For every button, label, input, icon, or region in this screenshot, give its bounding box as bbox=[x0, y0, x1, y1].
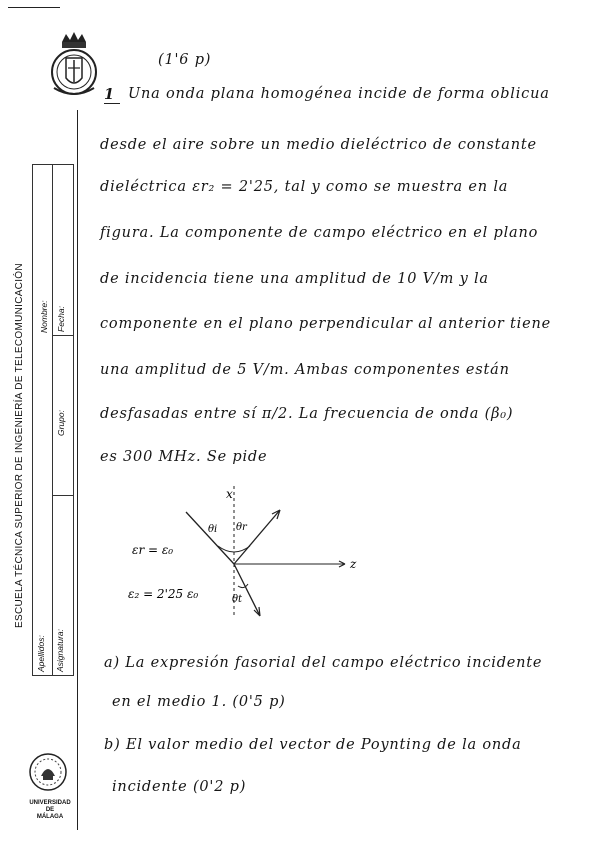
statement-line: Una onda plana homogénea incide de forma oblicua bbox=[128, 86, 550, 102]
school-name: ESCUELA TÉCNICA SUPERIOR DE INGENIERÍA DE TELECOMUNICACIÓN bbox=[14, 263, 25, 628]
statement-line: desfasadas entre sí π/2. La frecuencia de onda (β₀) bbox=[100, 406, 514, 422]
problem-number-underline bbox=[104, 103, 120, 104]
statement-line: es 300 MHz. Se pide bbox=[100, 449, 268, 465]
university-line: UNIVERSIDAD bbox=[29, 800, 71, 806]
statement-line: componente en el plano perpendicular al anterior tiene bbox=[100, 316, 551, 332]
medium-2-label: ε₂ = 2'25 ε₀ bbox=[128, 587, 199, 601]
student-info-form bbox=[32, 164, 74, 676]
question-a-line: en el medio 1. (0'5 p) bbox=[112, 694, 286, 710]
grupo-label: Grupo: bbox=[56, 410, 66, 436]
question-b-line: b) El valor medio del vector de Poynting de la onda bbox=[104, 737, 522, 753]
university-logo-icon bbox=[28, 752, 68, 792]
question-b-line: incidente (0'2 p) bbox=[112, 779, 247, 795]
axis-x-label: x bbox=[226, 487, 233, 501]
statement-line: figura. La componente de campo eléctrico en el plano bbox=[100, 225, 539, 241]
reflected-ray bbox=[234, 510, 280, 564]
university-line: DE bbox=[45, 807, 55, 813]
statement-line: desde el aire sobre un medio dieléctrico de constante bbox=[100, 137, 537, 153]
statement-line: de incidencia tiene una amplitud de 10 V/m y la bbox=[100, 271, 489, 287]
form-row-divider bbox=[52, 495, 73, 496]
margin-rule bbox=[77, 110, 78, 830]
top-rule bbox=[8, 7, 60, 8]
fecha-label: Fecha: bbox=[56, 306, 66, 332]
apellidos-label: Apellidos: bbox=[36, 635, 46, 672]
incidence-diagram bbox=[120, 484, 370, 624]
problem-points: (1'6 p) bbox=[158, 52, 212, 68]
university-name bbox=[24, 800, 76, 821]
school-crest-icon bbox=[44, 28, 104, 103]
medium-1-label: εr = ε₀ bbox=[132, 543, 174, 557]
form-row-divider bbox=[52, 335, 73, 336]
university-line: MÁLAGA bbox=[36, 814, 64, 820]
angle-arc bbox=[238, 584, 248, 588]
statement-line: una amplitud de 5 V/m. Ambas componentes están bbox=[100, 362, 510, 378]
form-column-divider bbox=[52, 165, 53, 675]
nombre-label: Nombre: bbox=[39, 300, 49, 333]
theta-i-label: θi bbox=[208, 524, 218, 535]
incident-ray bbox=[186, 512, 234, 564]
theta-r-label: θr bbox=[236, 522, 247, 533]
question-a-line: a) La expresión fasorial del campo eléctrico incidente bbox=[104, 655, 543, 671]
problem-number: 1 bbox=[104, 86, 115, 103]
asignatura-label: Asignatura: bbox=[55, 629, 65, 672]
axis-z-label: z bbox=[350, 557, 357, 571]
transmitted-ray bbox=[234, 564, 260, 616]
statement-line: dieléctrica εr₂ = 2'25, tal y como se muestra en la bbox=[100, 179, 509, 195]
theta-t-label: θt bbox=[232, 594, 243, 605]
transmitted-arrow-icon bbox=[254, 607, 260, 616]
